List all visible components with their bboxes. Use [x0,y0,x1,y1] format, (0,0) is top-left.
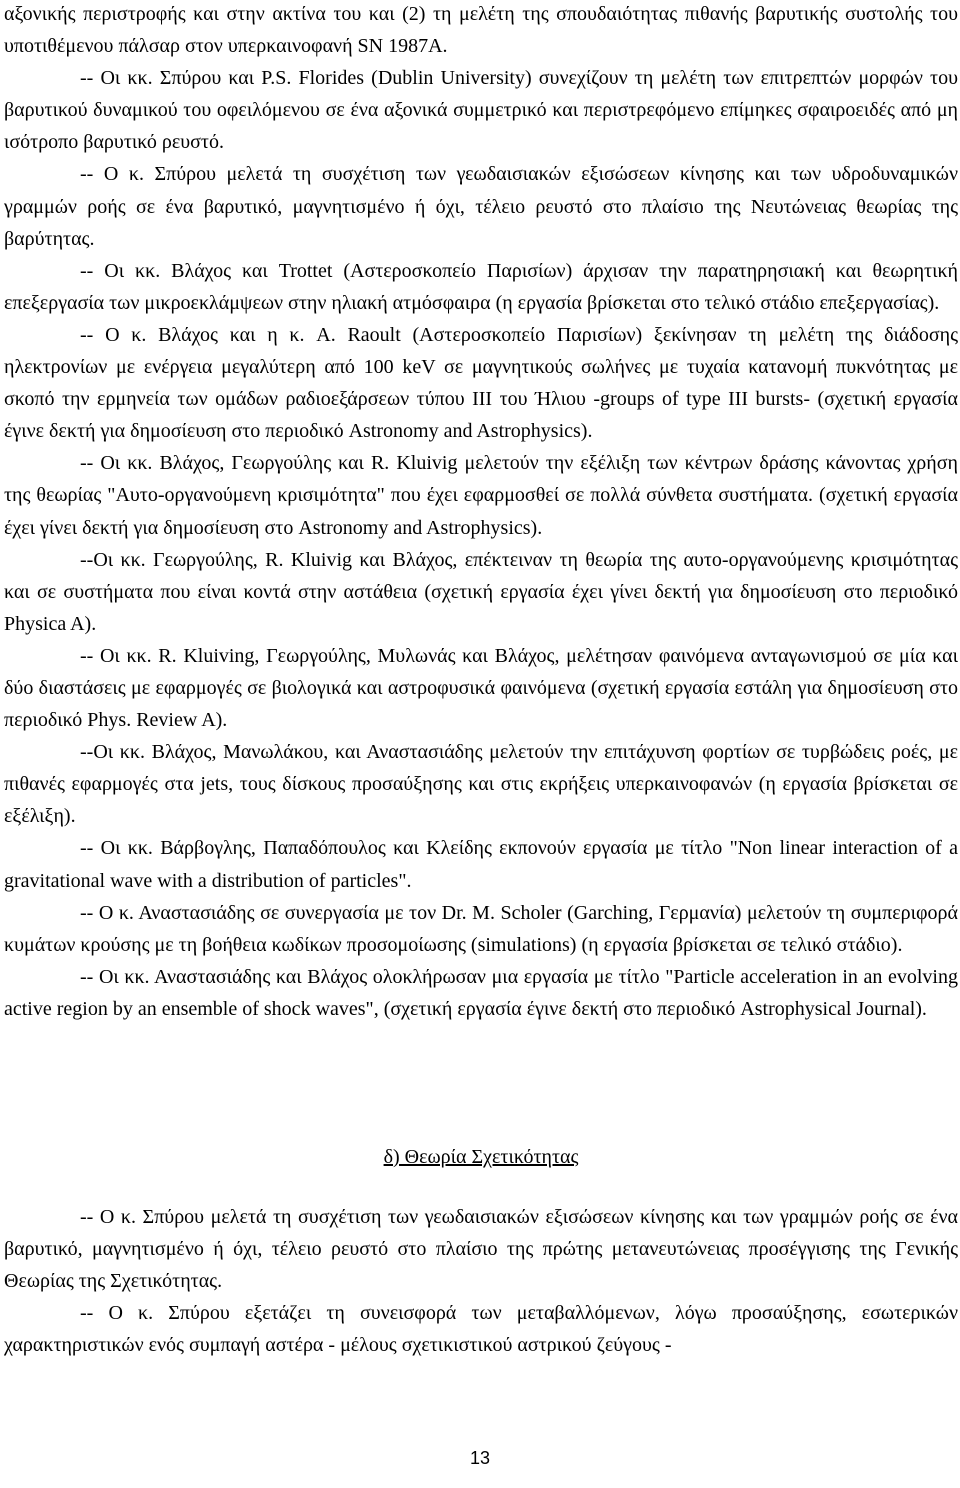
paragraph: αξονικής περιστροφής και στην ακτίνα του και (2) τη μελέτη της σπουδαιότητας πιθανής βαρυτικής συστολής του υποτιθέμενου πάλσαρ στον υπερκαινοφανή SN 1987A. [4,3,958,58]
page-number: 13 [469,1448,491,1468]
paragraph: -- Ο κ. Σπύρου μελετά τη συσχέτιση των γεωδαισιακών εξισώσεων κίνησης και των υδροδυναμικών γραμμών ροής σε ένα βαρυτικό, μαγνητισμένο ή όχι, τέλειο ρευστό στο πλαίσιο της Νευτώνειας θεωρίας της βαρύτητας. [4,163,958,250]
paragraph: --Οι κκ. Βλάχος, Μανωλάκου, και Αναστασιάδης μελετούν την επιτάχυνση φορτίων σε τυρβώδεις ροές, με πιθανές εφαρμογές στα jets, τους δίσκους προσαύξησης και στις εκρήξεις υπερκαινοφανών (η εργασία βρίσκεται σε εξέλιξη). [4,741,958,828]
paragraph: -- Ο κ. Σπύρου εξετάζει τη συνεισφορά των μεταβαλλόμενων, λόγω προσαύξησης, εσωτερικών χαρακτηριστικών ενός συμπαγή αστέρα - μέλους σχετικιστικού αστρικού ζεύγους - [4,1302,958,1357]
paragraph: -- Ο κ. Αναστασιάδης σε συνεργασία με τον Dr. M. Scholer (Garching, Γερμανία) μελετούν τη συμπεριφορά κυμάτων κρούσης με τη βοήθεια κωδίκων προσομοίωσης (simulations) (η εργασία βρίσκεται σε τελικό στάδιο). [4,901,958,956]
paragraph: --Οι κκ. Γεωργούλης, R. Kluivig και Βλάχος, επέκτειναν τη θεωρία της αυτο-οργανούμενης κρισιμότητας και σε συστήματα που είναι κοντά στην αστάθεια (σχετική εργασία έχει γίνει δεκτή για δημοσίευση στο περιοδικό Physica A). [4,548,958,635]
paragraph: -- Οι κκ. Αναστασιάδης και Βλάχος ολοκλήρωσαν μια εργασία με τίτλο "Particle acceleration in an evolving active region by an ensemble of shock waves", (σχετική εργασία έγινε δεκτή στο περιοδικό Astrophysical Journal). [4,965,958,1020]
paragraph: -- Ο κ. Σπύρου μελετά τη συσχέτιση των γεωδαισιακών εξισώσεων κίνησης και των γραμμών ροής σε ένα βαρυτικό, μαγνητισμένο ή όχι, τέλειο ρευστό στο πλαίσιο της πρώτης μετανευτώνειας προσέγγισης της Γενικής Θεωρίας της Σχετικότητας. [4,1206,958,1293]
section-body-relativity [4,1201,958,1361]
paragraph: -- Οι κκ. R. Kluiving, Γεωργούλης, Μυλωνάς και Βλάχος, μελέτησαν φαινόμενα ανταγωνισμού σε μία και δύο διαστάσεις με εφαρμογές σε βιολογικά και αστροφυσικά φαινόμενα (σχετική εργασία εστάλη για δημοσίευση στο περιοδικό Phys. Review A). [4,644,958,732]
section-body [4,0,958,1025]
paragraph: -- Οι κκ. Βλάχος, Γεωργούλης και R. Kluivig μελετούν την εξέλιξη των κέντρων δράσης κάνοντας χρήση της θεωρίας "Αυτο-οργανούμενη κρισιμότητα" που έχει εφαρμοσθεί σε πολλά σύνθετα συστήματα. (σχετική εργασία έχει γίνει δεκτή για δημοσίευση στο Astronomy and Astrophysics). [4,452,958,539]
paragraph: -- Οι κκ. Βλάχος και Trottet (Αστεροσκοπείο Παρισίων) άρχισαν την παρατηρησιακή και θεωρητική επεξεργασία των μικροεκλάμψεων στην ηλιακή ατμόσφαιρα (η εργασία βρίσκεται στο τελικό στάδιο επεξεργασίας). [4,259,958,314]
paragraph: -- Ο κ. Βλάχος και η κ. A. Raoult (Αστεροσκοπείο Παρισίων) ξεκίνησαν τη μελέτη της διάδοσης ηλεκτρονίων με ενέργεια μεγαλύτερη από 100 keV σε μαγνητικούς σωλήνες με τυχαία κατανομή πυκνότητας με σκοπό την ερμηνεία των ομάδων ραδιοεξάρσεων τύπου III του Ήλιου -groups of type III bursts- (σχετική εργασία έγινε δεκτή για δημοσίευση στο περιοδικό Astronomy and Astrophysics). [4,323,958,443]
section-heading-text: δ) Θεωρία Σχετικότητας [383,1146,579,1168]
paragraph: -- Οι κκ. Βάρβογλης, Παπαδόπουλος και Κλείδης εκπονούν εργασία με τίτλο "Non linear interaction of a gravitational wave with a distribution of particles". [4,837,958,892]
paragraph: -- Οι κκ. Σπύρου και P.S. Florides (Dublin University) συνεχίζουν τη μελέτη των επιτρεπτών μορφών του βαρυτικού δυναμικού του οφειλόμενου σε ένα αξονικά συμμετρικό και περιστρεφόμενο επίμηκες σφαιροειδές από μη ισότροπο βαρυτικό ρευστό. [4,67,958,154]
document-page [4,0,958,1488]
section-heading [4,1141,958,1173]
